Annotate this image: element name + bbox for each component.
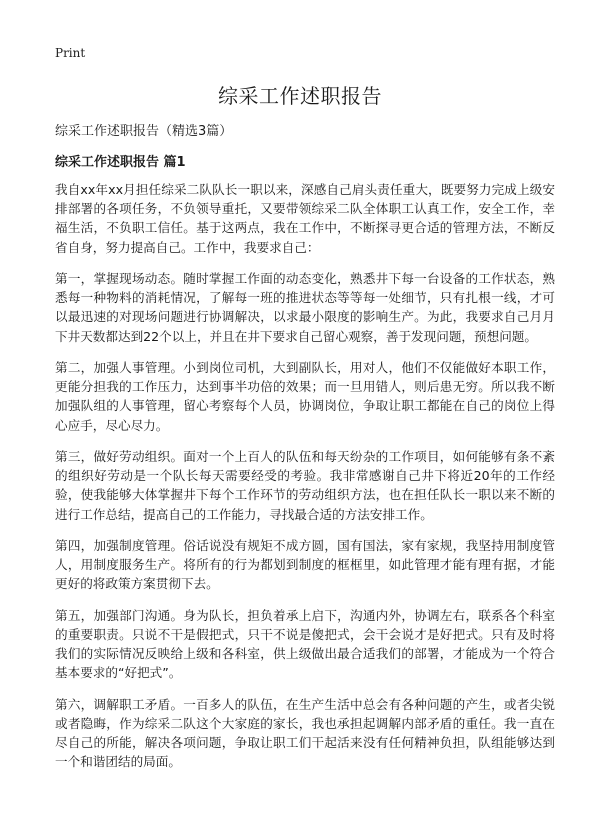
document-subtitle: 综采工作述职报告（精选3篇） [55,124,233,139]
document-body [55,180,555,784]
paragraph-point-4: 第四，加强制度管理。俗话说没有规矩不成方圆，国有国法，家有家规，我坚持用制度管人，用制度服务生产。将所有的行为都划到制度的框框里，如此管理才能有理有据，才能更好的将政策方案贯彻下去。 [55,538,555,592]
paragraph-point-5: 第五，加强部门沟通。身为队长，担负着承上启下，沟通内外，协调左右，联系各个科室的重要职责。只说不干是假把式，只干不说是傻把式，会干会说才是好把式。只有及时将我们的实际情况反映给上级和各科室，供上级做出最合适我们的部署，才能成为一个符合基本要求的“好把式”。 [55,607,555,681]
paragraph-point-3: 第三，做好劳动组织。面对一个上百人的队伍和每天纷杂的工作项目，如何能够有条不紊的组织好劳动是一个队长每天需要经受的考验。我非常感谢自己井下将近20年的工作经验，使我能够大体掌握井下每个工作环节的劳动组织方法，也在担任队长一职以来不断的进行工作总结，提高自己的工作能力，寻找最合适的方法安排工作。 [55,449,555,522]
document-title: 综采工作述职报告 [218,84,382,108]
paragraph-point-6: 第六，调解职工矛盾。一百多人的队伍，在生产生活中总会有各种问题的产生，或者尖锐或者隐晦，作为综采二队这个大家庭的家长，我也承担起调解内部矛盾的重任。我一直在尽自己的所能，解决各项问题，争取让职工们干起活来没有任何精神负担，队组能够达到一个和谐团结的局面。 [55,696,555,770]
paragraph-intro: 我自xx年xx月担任综采二队队长一职以来，深感自己肩头责任重大，既要努力完成上级安排部署的各项任务，不负领导重托，又要带领综采二队全体职工认真工作，安全工作，幸福生活，不负职工信任。基于这两点，我在工作中，不断探寻更合适的管理方法，不断反省自身，努力提高自己。工作中，我要求自己： [55,182,555,255]
paragraph-point-2: 第二，加强人事管理。小到岗位司机，大到副队长，用对人，他们不仅能做好本职工作，更能分担我的工作压力，达到事半功倍的效果；而一旦用错人，则后患无穷。所以我不断加强队组的人事管理，留心考察每个人员，协调岗位，争取让职工都能在自己的岗位上得心应手，尽心尽力。 [55,360,555,433]
paragraph-point-1: 第一，掌握现场动态。随时掌握工作面的动态变化，熟悉井下每一台设备的工作状态，熟悉每一种物料的消耗情况，了解每一班的推进状态等等每一处细节，只有扎根一线，才可以最迅速的对现场问题进行协调解决，以求最小限度的影响生产。为此，我要求自己月月下井天数都达到22个以上，并且在井下要求自己留心观察，善于发现问题，预想问题。 [55,271,555,344]
print-link[interactable]: Print [55,46,86,60]
section-heading: 综采工作述职报告 篇1 [55,155,186,170]
